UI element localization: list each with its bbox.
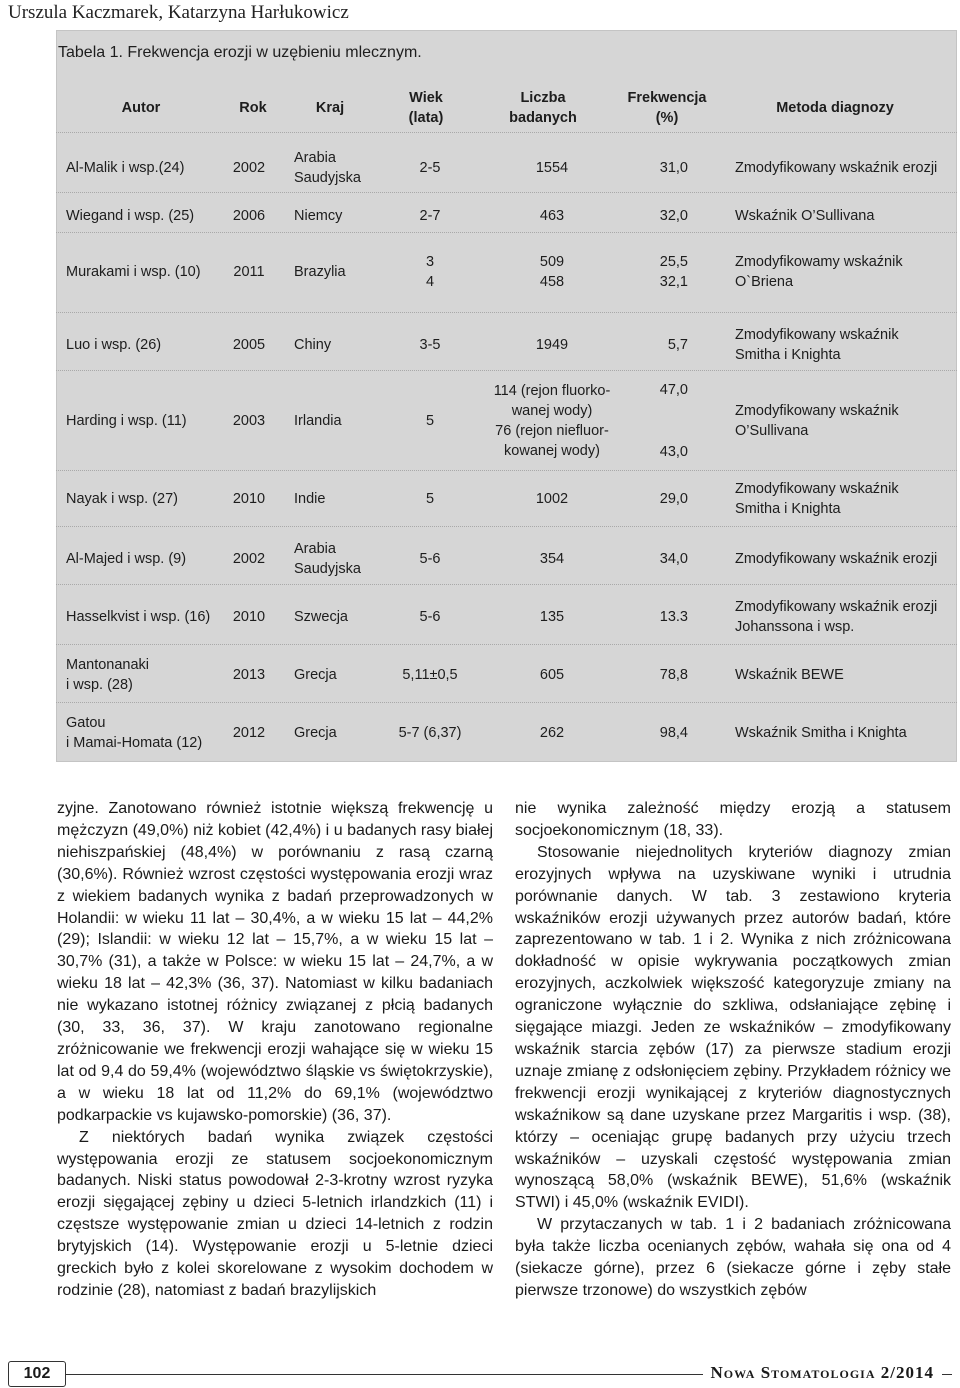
table-cell-year-line: 2002: [232, 160, 266, 176]
table-cell-country: [294, 246, 394, 298]
table-cell-year-line: 2002: [232, 551, 266, 567]
table-cell-age: [384, 478, 476, 520]
table-cell-author: [66, 246, 216, 298]
table-cell-freq-line: 31,0: [659, 160, 688, 176]
table-cell-age: [384, 712, 476, 754]
table-row-divider: [56, 132, 957, 133]
table-cell-author-line: i Mamai-Homata (12): [66, 735, 203, 751]
table-cell-freq: [622, 712, 688, 754]
table-row-divider: [56, 702, 957, 703]
header-freq-line: Frekwencja: [627, 90, 707, 106]
body-paragraph: Z niektórych badań wynika związek częstości występowania erozji ze statusem socjoekonomicznym badanych. Niski status powodował 2-3-krotny wzrost ryzyka erozji sięgającej zębiny u dzieci 5-letnich irlandzkich (11) i częstsze występowanie zmian u dzieci 14-letnich z rodzin brytyjskich (14). Występowanie erozji u 5-letnie dzieci greckich było z kolei skorelowane z wysokim dochodem w rodzinie (28), natomiast z badań brazylijskich: [57, 1128, 493, 1299]
table-cell-country-line: Saudyjska: [294, 561, 361, 577]
table-cell-country-line: Grecja: [294, 725, 337, 741]
table-cell-method: [735, 478, 960, 520]
table-cell-count: [478, 596, 626, 638]
table-cell-freq: [622, 654, 688, 696]
table-cell-count-line: 114 (rejon fluorko-: [493, 383, 611, 399]
table-cell-age-line: 5-7 (6,37): [398, 725, 462, 741]
table-cell-freq-line: 43,0: [659, 444, 688, 460]
table-cell-count-line: 135: [539, 609, 565, 625]
table-cell-method-line: Smitha i Knighta: [735, 501, 841, 517]
table-cell-freq: [622, 148, 688, 188]
table-cell-method-line: O’Sullivana: [735, 423, 809, 439]
table-cell-freq-line: 78,8: [659, 667, 688, 683]
journal-title: Nowa Stomatologia 2/2014: [703, 1360, 942, 1386]
table-cell-method: [735, 654, 960, 696]
table-cell-author-line: Gatou: [66, 715, 106, 731]
table-cell-year: [224, 204, 274, 228]
table-cell-year: [224, 246, 274, 298]
table-cell-method-line: Wskaźnik BEWE: [735, 667, 844, 683]
table-cell-author-line: Mantonanaki: [66, 657, 150, 673]
table-cell-author-line: Murakami i wsp. (10): [66, 264, 201, 280]
table-cell-author: [66, 478, 216, 520]
table-cell-age-line: 5-6: [419, 551, 441, 567]
table-cell-method: [735, 204, 960, 228]
header-freq-line: (%): [655, 110, 679, 126]
table-cell-age: [384, 538, 476, 580]
table-cell-method: [735, 246, 960, 298]
table-cell-method: [735, 538, 960, 580]
body-paragraph: W przytaczanych w tab. 1 i 2 badaniach zróżnicowana była także liczba ocenianych zębów, wahała się ona od 4 (siekacze górne), przez 6 (siekacze górne i zęby stałe pierwsze trzonowe) do wszystkich zębów: [515, 1216, 951, 1299]
table-cell-country: [294, 380, 394, 462]
table-cell-year: [224, 380, 274, 462]
table-cell-author: [66, 380, 216, 462]
table-cell-count: [478, 538, 626, 580]
table-cell-count-line: 1002: [535, 491, 569, 507]
table-cell-year: [224, 654, 274, 696]
header-count: [478, 88, 608, 128]
table-cell-year: [224, 712, 274, 754]
header-count-line: Liczba: [520, 90, 566, 106]
header-age-line: Wiek: [409, 90, 443, 106]
table-cell-country: [294, 596, 394, 638]
table-cell-count: [478, 712, 626, 754]
table-caption: Tabela 1. Frekwencja erozji w uzębieniu mlecznym.: [58, 44, 422, 61]
header-freq: [612, 88, 722, 128]
table-cell-freq: [622, 324, 688, 366]
table-cell-freq: [622, 204, 688, 228]
table-cell-author: [66, 324, 216, 366]
table-cell-count-line: 354: [539, 551, 565, 567]
table-cell-count-line: 76 (rejon niefluor-: [495, 423, 609, 439]
table-cell-author: [66, 148, 216, 188]
table-cell-count-line: 1554: [535, 160, 569, 176]
table-cell-freq: [622, 596, 688, 638]
table-cell-author: [66, 204, 216, 228]
table-cell-count-line: wanej wody): [511, 403, 593, 419]
table-cell-count-line: 605: [539, 667, 565, 683]
header-age-line: (lata): [408, 110, 444, 126]
table-cell-author: [66, 538, 216, 580]
table-cell-freq: [622, 478, 688, 520]
table-cell-author-line: Luo i wsp. (26): [66, 337, 162, 353]
table-cell-age: [384, 596, 476, 638]
table-cell-age: [384, 204, 476, 228]
page-number: 102: [8, 1361, 66, 1387]
table-cell-year: [224, 538, 274, 580]
header-method: [735, 88, 935, 128]
table-cell-author: [66, 596, 216, 638]
table-cell-country-line: Irlandia: [294, 413, 342, 429]
table-cell-freq: [622, 538, 688, 580]
header-country-line: Kraj: [315, 100, 345, 116]
table-cell-author-line: i wsp. (28): [66, 677, 133, 693]
table-row-divider: [56, 526, 957, 527]
table-cell-country-line: Niemcy: [294, 208, 343, 224]
table-cell-freq: [622, 380, 688, 462]
table-cell-year: [224, 596, 274, 638]
table-cell-count-line: 1949: [535, 337, 569, 353]
table-cell-author-line: Wiegand i wsp. (25): [66, 208, 195, 224]
table-cell-count: [478, 204, 626, 228]
table-cell-country-line: Chiny: [294, 337, 332, 353]
table-cell-method: [735, 380, 960, 462]
table-cell-age-line: 5: [425, 491, 435, 507]
table-cell-age-line: 3: [425, 254, 435, 270]
table-cell-country: [294, 324, 394, 366]
table-cell-freq-line: 13.3: [659, 609, 688, 625]
table-cell-age: [384, 654, 476, 696]
table-cell-country: [294, 478, 394, 520]
table-row-divider: [56, 192, 957, 193]
table-row-divider: [56, 370, 957, 371]
table-cell-author-line: Harding i wsp. (11): [66, 413, 187, 429]
table-cell-year-line: 2010: [232, 491, 266, 507]
body-column-right: [515, 798, 951, 1302]
table-cell-freq-line: 32,0: [659, 208, 688, 224]
table-cell-country: [294, 654, 394, 696]
header-year: [228, 88, 278, 128]
table-cell-method-line: Johanssona i wsp.: [735, 619, 855, 635]
table-cell-count-line: kowanej wody): [504, 443, 600, 459]
table-cell-freq-line: 47,0: [659, 382, 688, 398]
table-row-divider: [56, 644, 957, 645]
table-cell-age-line: 4: [425, 274, 435, 290]
table-cell-method-line: Zmodyfikowamy wskaźnik: [735, 254, 903, 270]
header-count-line: badanych: [509, 110, 577, 126]
table-cell-method: [735, 596, 960, 638]
table-cell-method-line: Smitha i Knighta: [735, 347, 841, 363]
header-age: [384, 88, 468, 128]
table-cell-author-line: Al-Majed i wsp. (9): [66, 551, 187, 567]
table-cell-year-line: 2011: [233, 264, 265, 280]
table-cell-method-line: Zmodyfikowany wskaźnik: [735, 403, 899, 419]
table-cell-method-line: Zmodyfikowany wskaźnik: [735, 327, 899, 343]
table-cell-country-line: Arabia: [294, 150, 336, 166]
table-cell-year-line: 2005: [232, 337, 266, 353]
table-cell-count-line: 509: [539, 254, 565, 270]
table-row-divider: [56, 584, 957, 585]
header-year-line: Rok: [239, 100, 267, 116]
table-cell-country-line: Saudyjska: [294, 170, 361, 186]
table-cell-freq-line: 29,0: [659, 491, 688, 507]
table-cell-method-line: O`Briena: [735, 274, 794, 290]
table-cell-author-line: Nayak i wsp. (27): [66, 491, 179, 507]
table-row-divider: [56, 312, 957, 313]
table-cell-year: [224, 478, 274, 520]
table-cell-country-line: Arabia: [294, 541, 336, 557]
table-cell-freq-line: 5,7: [667, 337, 688, 353]
table-cell-count-line: 262: [539, 725, 565, 741]
table-cell-country: [294, 712, 394, 754]
body-paragraph: nie wynika zależność między erozją a statusem socjoekonomicznym (18, 33).: [515, 800, 951, 839]
header-method-line: Metoda diagnozy: [776, 100, 894, 116]
table-row-divider: [56, 232, 957, 233]
table-cell-method-line: Zmodyfikowany wskaźnik erozji: [735, 599, 938, 615]
table-cell-freq-line: 32,1: [659, 274, 688, 290]
table-cell-freq: [622, 246, 688, 298]
table-cell-method-line: Zmodyfikowany wskaźnik erozji: [735, 551, 938, 567]
table-cell-author-line: Hasselkvist i wsp. (16): [66, 609, 211, 625]
table-cell-count: [478, 246, 626, 298]
table-cell-method-line: Zmodyfikowany wskaźnik: [735, 481, 899, 497]
body-column-left: [57, 798, 493, 1302]
table-cell-age-line: 2-7: [419, 208, 441, 224]
table-cell-year-line: 2006: [232, 208, 266, 224]
table-cell-country-line: Grecja: [294, 667, 337, 683]
table-cell-count: [478, 654, 626, 696]
table-cell-year-line: 2013: [232, 667, 266, 683]
table-cell-method: [735, 148, 960, 188]
table-cell-country: [294, 148, 394, 188]
table-cell-country: [294, 538, 394, 580]
body-paragraph: Stosowanie niejednolitych kryteriów diagnozy zmian erozyjnych wpływa na uzyskiwane wyniki i utrudnia porównanie danych. W tab. 3 zestawiono kryteria wskaźników erozji używanych przez autorów badań, które zaprezentowano w tab. 1 i 2. Wynika z nich zróżnicowana dokładność w opisie wykrywania początkowych zmian erozyjnych, aczkolwiek większość kategoryzuje zmiany na ograniczone wyłącznie do szkliwa, odsłaniające zębinę i sięgające miazgi. Jeden ze wskaźników – zmodyfikowany wskaźnik starcia zębów (17) za pierwsze stadium erozji uznaje zmianę z odsłonięciem zębiny. Przykładem różnicy we frekwencji erozji wynikającej z kryteriów diagnostycznych wskaźnikow są dane uzyskane przez Margaritis i wsp. (38), którzy – oceniając grupę badanych przy użyciu trzech wskaźników – uzyskali częstość występowania zmian wynoszącą 58,0% (wskaźnik BEWE), 51,6% (wskaźnik STWI) i 45,0% (wskaźnik EVIDI).: [515, 843, 951, 1212]
table-cell-count: [478, 324, 626, 366]
table-cell-age-line: 5: [425, 413, 435, 429]
table-cell-country: [294, 204, 394, 228]
body-paragraph: zyjne. Zanotowano również istotnie większą frekwencję u mężczyzn (49,0%) niż kobiet (42,4%) i u badanych rasy białej niehiszpańskiej (48,4%) w porównaniu z rasą czarną (30,6%). Również wzrost częstości występowania erozji wraz z wiekiem badanych wynika z badań przeprowadzonych w Holandii: w wieku 11 lat – 30,4%, a w wieku 15 lat – 44,2% (29); Islandii: w wieku 12 lat – 15,7%, a w wieku 15 lat – 30,7% (31), a także w Polsce: w wieku 15 lat – 24,7%, a w wieku 18 lat – 42,3% (36, 37). Natomiast w kilku badaniach nie wykazano istotnej różnicy związanej z płcią badanych (30, 33, 36, 37). W kraju zanotowano regionalne zróżnicowanie we frekwencji erozji wahające się w wieku 15 lat od 9,4 do 59,4% (województwo śląskie vs świętokrzyskie), a w wieku 18 lat od 11,2% do 69,1% (województwo podkarpackie vs kujawsko-pomorskie) (36, 37).: [57, 800, 493, 1124]
table-cell-age-line: 5-6: [419, 609, 441, 625]
header-author: [66, 88, 216, 128]
table-cell-age: [384, 148, 476, 188]
header-author-line: Autor: [121, 100, 161, 116]
table-cell-year-line: 2010: [232, 609, 266, 625]
table-cell-freq-line: 25,5: [659, 254, 688, 270]
table-cell-age-line: 2-5: [419, 160, 441, 176]
table-cell-country-line: Szwecja: [294, 609, 348, 625]
table-cell-method-line: Zmodyfikowany wskaźnik erozji: [735, 160, 938, 176]
table-cell-author-line: Al-Malik i wsp.(24): [66, 160, 185, 176]
table-cell-age: [384, 246, 476, 298]
table-cell-method-line: Wskaźnik O’Sullivana: [735, 208, 875, 224]
table-cell-count-line: 463: [539, 208, 565, 224]
table-cell-method: [735, 324, 960, 366]
table-cell-author: [66, 712, 216, 754]
table-cell-country-line: Indie: [294, 491, 326, 507]
table-cell-age: [384, 324, 476, 366]
table-cell-author: [66, 654, 216, 696]
table-cell-freq-line: 34,0: [659, 551, 688, 567]
table-cell-age: [384, 380, 476, 462]
running-head: Urszula Kaczmarek, Katarzyna Harłukowicz: [8, 2, 349, 23]
table-cell-age-line: 3-5: [419, 337, 441, 353]
table-cell-count: [478, 380, 626, 462]
table-cell-year: [224, 148, 274, 188]
table-cell-age-line: 5,11±0,5: [402, 667, 458, 683]
table-cell-count: [478, 478, 626, 520]
table-cell-freq-line: 98,4: [659, 725, 688, 741]
table-cell-country-line: Brazylia: [294, 264, 346, 280]
table-cell-count-line: 458: [539, 274, 565, 290]
table-cell-year: [224, 324, 274, 366]
table-cell-method-line: Wskaźnik Smitha i Knighta: [735, 725, 907, 741]
header-country: [290, 88, 370, 128]
table-row-divider: [56, 470, 957, 471]
table-cell-method: [735, 712, 960, 754]
table-cell-year-line: 2003: [232, 413, 266, 429]
table-cell-year-line: 2012: [232, 725, 266, 741]
table-cell-count: [478, 148, 626, 188]
